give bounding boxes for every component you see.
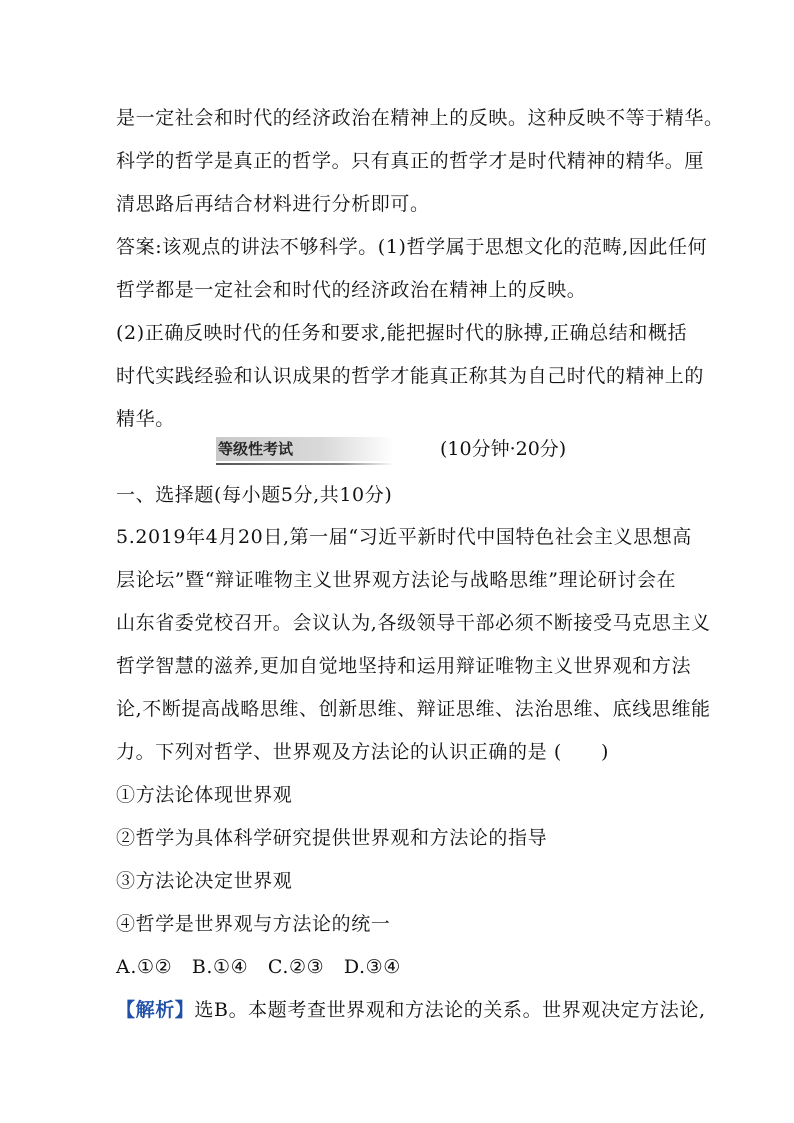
statement-item: ③方法论决定世界观 [116,870,293,892]
question-line: 论,不断提高战略思维、创新思维、辩证思维、法治思维、底线思维能 [116,698,711,720]
question-line: 哲学智慧的滋养,更加自觉地坚持和运用辩证唯物主义世界观和方法 [116,655,692,677]
question-line: 山东省委党校召开。会议认为,各级领导干部必须不断接受马克思主义 [116,612,711,634]
answer-options: A.①② B.①④ C.②③ D.③④ [116,956,401,978]
analysis-tag: 【解析】 [116,999,195,1021]
statement-item: ②哲学为具体科学研究提供世界观和方法论的指导 [116,827,548,849]
paragraph-line: 科学的哲学是真正的哲学。只有真正的哲学才是时代精神的精华。厘 [116,150,705,172]
question-line: 层论坛”暨“辩证唯物主义世界观方法论与战略思维”理论研讨会在 [116,569,677,591]
section-label: 等级性考试 [216,437,394,461]
statement-item: ④哲学是世界观与方法论的统一 [116,913,391,935]
question-line: 5.2019年4月20日,第一届“习近平新时代中国特色社会主义思想高 [116,526,692,548]
answer-line: 哲学都是一定社会和时代的经济政治在精神上的反映。 [116,279,587,301]
section-underline [216,463,394,465]
time-score: (10分钟·20分) [440,438,567,460]
answer-line: 精华。 [116,408,175,430]
section-heading [216,437,596,467]
paragraph-line: 清思路后再结合材料进行分析即可。 [116,193,430,215]
question-line: 力。下列对哲学、世界观及方法论的认识正确的是 ( ) [116,741,610,763]
answer-line: 时代实践经验和认识成果的哲学才能真正称其为自己时代的精神上的 [116,365,705,387]
answer-line: (2)正确反映时代的任务和要求,能把握时代的脉搏,正确总结和概括 [116,322,688,344]
analysis-text: 选B。本题考查世界观和方法论的关系。世界观决定方法论, [194,999,706,1021]
answer-line: 答案:该观点的讲法不够科学。(1)哲学属于思想文化的范畴,因此任何 [116,236,708,258]
statement-item: ①方法论体现世界观 [116,784,293,806]
part-title: 一、选择题(每小题5分,共10分) [116,484,393,506]
analysis-line [116,998,706,1022]
paragraph-line: 是一定社会和时代的经济政治在精神上的反映。这种反映不等于精华。 [116,107,724,129]
